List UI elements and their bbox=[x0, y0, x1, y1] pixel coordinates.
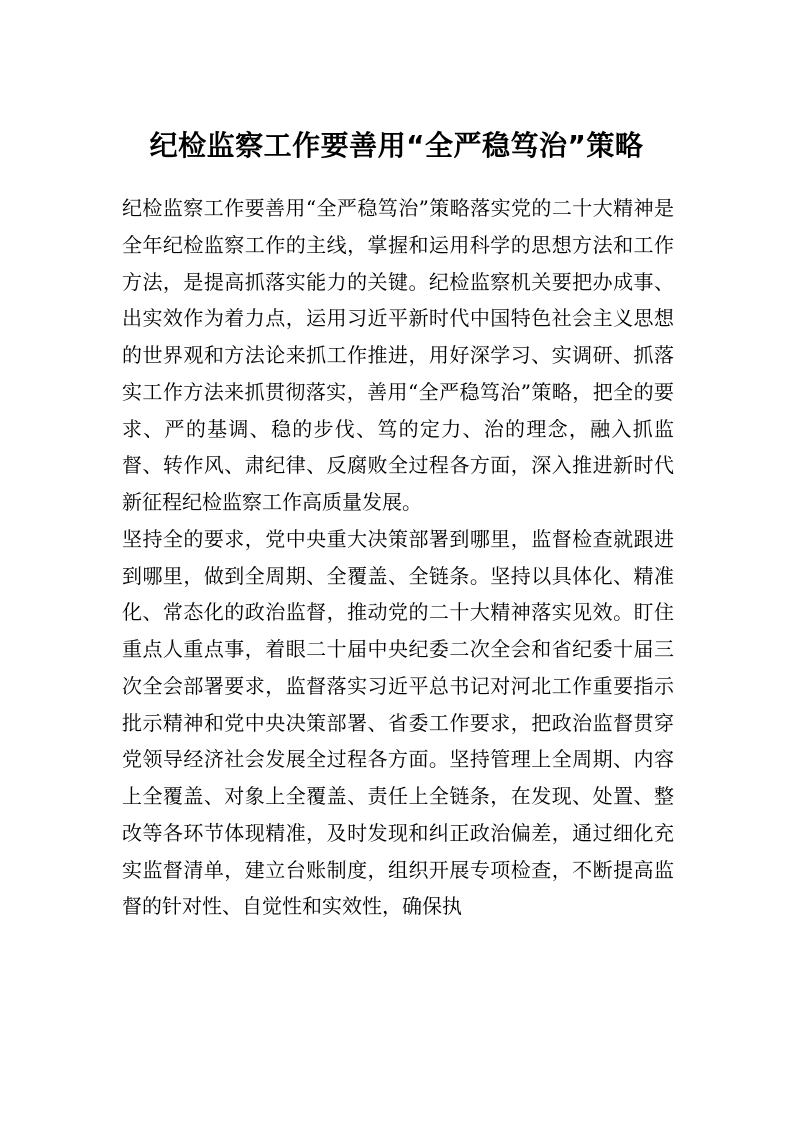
document-title: 纪检监察工作要善用“全严稳笃治”策略 bbox=[149, 129, 644, 162]
document-body bbox=[122, 190, 674, 925]
paragraph-2: 坚持全的要求，党中央重大决策部署到哪里，监督检查就跟进到哪里，做到全周期、全覆盖、全链条。坚持以具体化、精准化、常态化的政治监督，推动党的二十大精神落实见效。盯住重点人重点事，着眼二十届中央纪委二次全会和省纪委十届三次全会部署要求，监督落实习近平总书记对河北工作重要指示批示精神和党中央决策部署、省委工作要求，把政治监督贯穿党领导经济社会发展全过程各方面。坚持管理上全周期、内容上全覆盖、对象上全覆盖、责任上全链条，在发现、处置、整改等各环节体现精准，及时发现和纠正政治偏差，通过细化充实监督清单，建立台账制度，组织开展专项检查，不断提高监督的针对性、自觉性和实效性，确保执 bbox=[122, 526, 674, 919]
paragraph-1: 纪检监察工作要善用“全严稳笃治”策略落实党的二十大精神是全年纪检监察工作的主线，掌握和运用科学的思想方法和工作方法，是提高抓落实能力的关键。纪检监察机关要把办成事、出实效作为着力点，运用习近平新时代中国特色社会主义思想的世界观和方法论来抓工作推进，用好深学习、实调研、抓落实工作方法来抓贯彻落实，善用“全严稳笃治”策略，把全的要求、严的基调、稳的步伐、笃的定力、治的理念，融入抓监督、转作风、肃纪律、反腐败全过程各方面，深入推进新时代新征程纪检监察工作高质量发展。 bbox=[122, 196, 674, 514]
